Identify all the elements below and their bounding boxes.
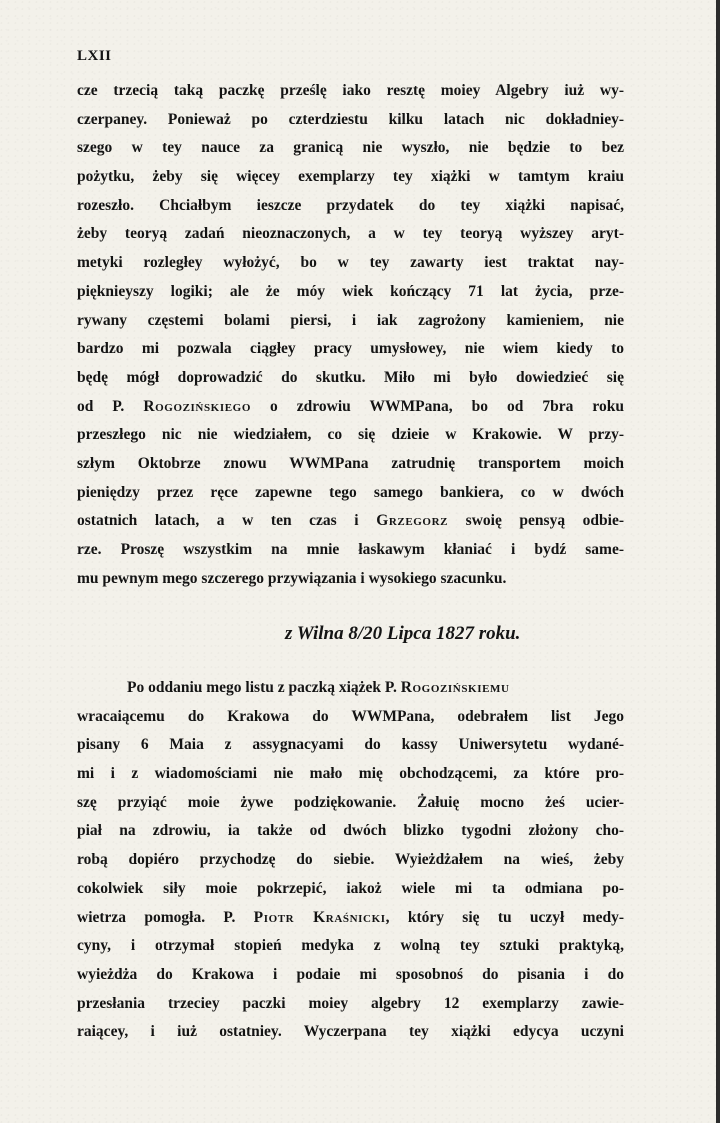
text-line: robą dopiéro przychodzę do siebie. Wyieżdżałem na wieś, żeby (77, 851, 624, 869)
small-caps-name: Rogozińskiemu (400, 679, 510, 696)
text-segment: , który się tu uczył medy- (385, 908, 625, 926)
page-number: LXII (77, 48, 112, 64)
small-caps-name: Grzegorz (376, 512, 449, 530)
text-line: szę przyiąć moie żywe podziękowanie. Żałuię mocno żeś ucier- (77, 793, 624, 811)
text-line: przesłania trzeciey paczki moiey algebry 12 exemplarzy zawie- (77, 994, 624, 1012)
text-line: szłym Oktobrze znowu WWMPana zatrudnię transportem moich (77, 454, 624, 472)
text-line: pożytku, żeby się więcey exemplarzy tey xiążki w tamtym kraiu (77, 168, 624, 186)
text-line (77, 507, 624, 536)
text-segment: o zdrowiu WWMPana, bo od 7bra roku (250, 397, 624, 415)
text-line: pisany 6 Maia z assygnacyami do kassy Uniwersytetu wydané- (77, 736, 624, 754)
text-segment: od P. (77, 397, 144, 415)
text-line: rozeszło. Chciałbym ieszcze przydatek do tey xiążki napisać, (77, 196, 624, 214)
letter-date-heading: z Wilna 8/20 Lipca 1827 roku. (285, 623, 521, 644)
text-line: mu pewnym mego szczerego przywiązania i wysokiego szacunku. (77, 569, 507, 587)
text-line: pięknieyszy logiki; ale że móy wiek kończący 71 lat życia, prze- (77, 282, 624, 300)
text-line (77, 904, 624, 933)
text-line: szego w tey nauce za granicą nie wyszło, nie będzie to bez (77, 139, 624, 157)
text-line: pieniędzy przez ręce zapewne tego samego bankiera, co w dwóch (77, 483, 624, 501)
letter-paragraph-2 (77, 674, 624, 1047)
small-caps-name: Rogozińskiego (143, 397, 251, 415)
page-edge-shadow (716, 0, 720, 1123)
text-line: cokolwiek siły moie pokrzepić, iakoż wiele mi ta odmiana po- (77, 879, 624, 897)
letter-paragraph-1 (77, 77, 624, 593)
text-line: żeby teoryą zadań nieoznaczonych, a w tey teoryą wyższey aryt- (77, 225, 624, 243)
text-segment: Po oddaniu mego listu z paczką xiążek P. (127, 679, 401, 696)
text-line: mi i z wiadomościami nie mało mię obchodzącemi, za które pro- (77, 765, 624, 783)
text-line: wracaiącemu do Krakowa do WWMPana, odebrałem list Jego (77, 707, 624, 725)
text-line: cyny, i otrzymał stopień medyka z wolną tey sztuki praktyką, (77, 937, 624, 955)
text-line: piał na zdrowiu, ia także od dwóch blizko tygodni złożony cho- (77, 822, 624, 840)
text-line: metyki rozległey wyłożyć, bo w tey zawarty iest traktat nay- (77, 254, 624, 272)
small-caps-name: Piotr Kraśnicki (253, 908, 386, 926)
text-line: wyieżdża do Krakowa i podaie mi sposobnoś do pisania i do (77, 965, 624, 983)
text-line: bardzo mi pozwala ciągłey pracy umysłowey, nie wiem kiedy to (77, 340, 624, 358)
text-line: czerpaney. Ponieważ po czterdziestu kilku latach nic dokładniey- (77, 110, 624, 128)
text-line: przeszłego nic nie wiedziałem, co się dzieie w Krakowie. W przy- (77, 426, 624, 444)
text-segment: wietrza pomogła. P. (77, 908, 254, 926)
text-line: raiącey, i iuż ostatniey. Wyczerpana tey xiążki edycya uczyni (77, 1023, 624, 1041)
text-line: będę mógł doprowadzić do skutku. Miło mi było dowiedzieć się (77, 368, 624, 386)
text-line: rze. Proszę wszystkim na mnie łaskawym kłaniać i bydź same- (77, 541, 624, 558)
text-line (77, 674, 624, 703)
text-line: cze trzecią taką paczkę prześlę iako resztę moiey Algebry iuż wy- (77, 82, 624, 99)
text-segment: swoię pensyą odbie- (448, 512, 624, 530)
text-segment: ostatnich latach, a w ten czas i (77, 512, 377, 530)
text-line: rywany częstemi bolami piersi, i iak zagrożony kamieniem, nie (77, 311, 624, 329)
text-line (77, 393, 624, 422)
